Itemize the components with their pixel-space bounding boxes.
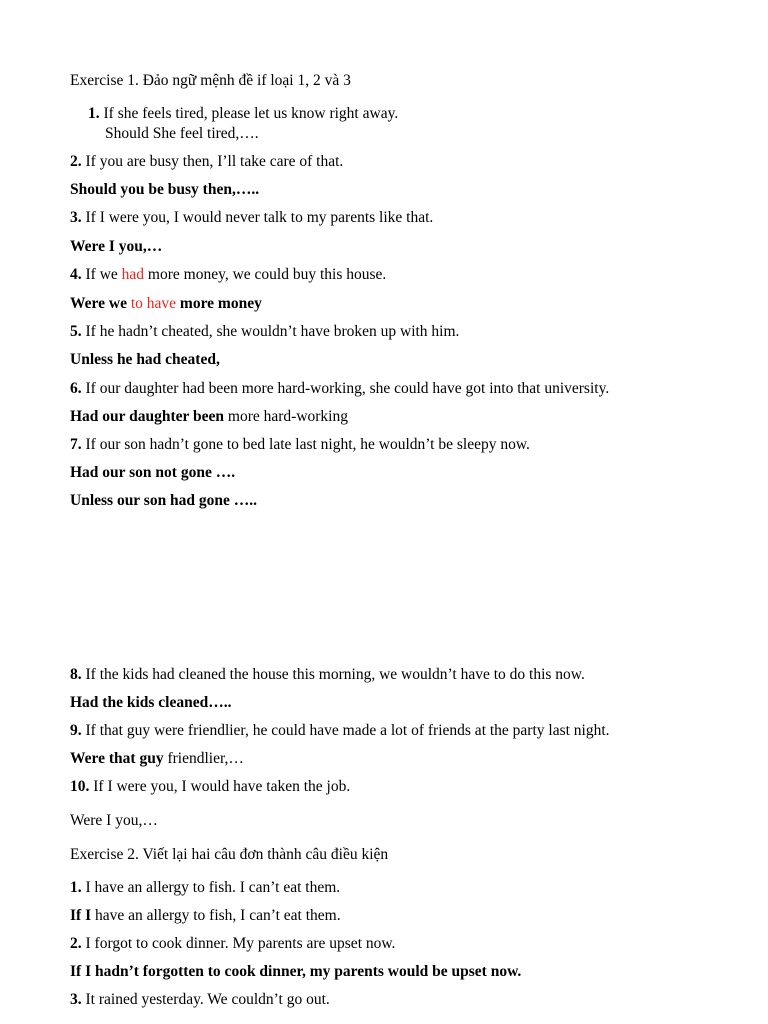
item-number: 8. xyxy=(70,666,82,683)
answer-bold: If I xyxy=(70,907,92,924)
item-sentence: If he hadn’t cheated, she wouldn’t have broken up with him. xyxy=(85,323,460,340)
item-sentence: If she feels tired, please let us know right away. xyxy=(103,105,399,122)
item-number: 2. xyxy=(70,153,82,170)
item-number: 2. xyxy=(70,935,82,952)
exercise2-title: Exercise 2. Viết lại hai câu đơn thành câu điều kiện xyxy=(70,846,389,863)
item-number: 6. xyxy=(70,380,82,397)
item-number: 9. xyxy=(70,722,82,739)
exercise1-title: Exercise 1. Đảo ngữ mệnh đề if loại 1, 2 và 3 xyxy=(70,72,351,89)
item-sentence: If our daughter had been more hard-working, she could have got into that university. xyxy=(85,380,610,397)
ex1-answer-5: Unless he had cheated, xyxy=(70,351,220,368)
answer-part: more money xyxy=(176,295,262,312)
ex2-item-2 xyxy=(70,934,395,954)
ex1-item-2 xyxy=(70,152,343,172)
answer-rest: friendlier,… xyxy=(163,750,244,767)
ex1-answer-8: Had the kids cleaned….. xyxy=(70,694,232,711)
ex1-item-1 xyxy=(88,104,398,124)
item-sentence: If the kids had cleaned the house this morning, we wouldn’t have to do this now. xyxy=(85,666,585,683)
item-number: 3. xyxy=(70,209,82,226)
ex1-answer-7b: Unless our son had gone ….. xyxy=(70,492,258,509)
sentence-part: more money, we could buy this house. xyxy=(144,266,387,283)
answer-bold: Were that guy xyxy=(70,750,164,767)
ex1-item-5 xyxy=(70,322,459,342)
ex1-answer-10: Were I you,… xyxy=(70,812,158,829)
ex2-item-3 xyxy=(70,990,330,1010)
item-sentence: If you are busy then, I’ll take care of that. xyxy=(85,153,344,170)
item-sentence: It rained yesterday. We couldn’t go out. xyxy=(85,991,330,1008)
ex1-item-8 xyxy=(70,665,585,685)
item-sentence: If I were you, I would have taken the job. xyxy=(93,778,351,795)
ex1-answer-9 xyxy=(70,749,244,769)
item-number: 1. xyxy=(70,879,82,896)
ex1-item-7 xyxy=(70,435,530,455)
ex1-item-4 xyxy=(70,265,386,285)
answer-part: Were we xyxy=(70,295,131,312)
ex1-answer-3: Were I you,… xyxy=(70,238,163,255)
sentence-part: If we xyxy=(85,266,122,283)
answer-rest: have an allergy to fish, I can’t eat them. xyxy=(91,907,341,924)
item-number: 5. xyxy=(70,323,82,340)
item-sentence: I have an allergy to fish. I can’t eat them. xyxy=(85,879,341,896)
ex1-item-9 xyxy=(70,721,610,741)
ex1-item-10 xyxy=(70,777,350,797)
item-number: 7. xyxy=(70,436,82,453)
ex1-answer-7a: Had our son not gone …. xyxy=(70,464,236,481)
ex1-answer-6 xyxy=(70,407,348,427)
ex2-answer-1 xyxy=(70,906,341,926)
item-sentence: If that guy were friendlier, he could have made a lot of friends at the party last night. xyxy=(85,722,610,739)
item-number: 3. xyxy=(70,991,82,1008)
ex1-item-3 xyxy=(70,208,433,228)
highlighted-word: had xyxy=(121,266,145,283)
highlighted-answer: to have xyxy=(130,295,177,312)
ex2-answer-2: If I hadn’t forgotten to cook dinner, my parents would be upset now. xyxy=(70,963,522,980)
ex2-item-1 xyxy=(70,878,340,898)
item-sentence: If our son hadn’t gone to bed late last night, he wouldn’t be sleepy now. xyxy=(85,436,530,453)
ex1-item-6 xyxy=(70,379,609,399)
item-number: 10. xyxy=(70,778,90,795)
item-number: 1. xyxy=(88,105,100,122)
answer-bold: Had our daughter been xyxy=(70,408,225,425)
item-number: 4. xyxy=(70,266,82,283)
ex1-answer-2: Should you be busy then,….. xyxy=(70,181,260,198)
item-sentence: If I were you, I would never talk to my parents like that. xyxy=(85,209,434,226)
ex1-answer-1: Should She feel tired,…. xyxy=(105,125,259,142)
answer-rest: more hard-working xyxy=(224,408,348,425)
ex1-answer-4 xyxy=(70,294,262,314)
item-sentence: I forgot to cook dinner. My parents are upset now. xyxy=(85,935,396,952)
